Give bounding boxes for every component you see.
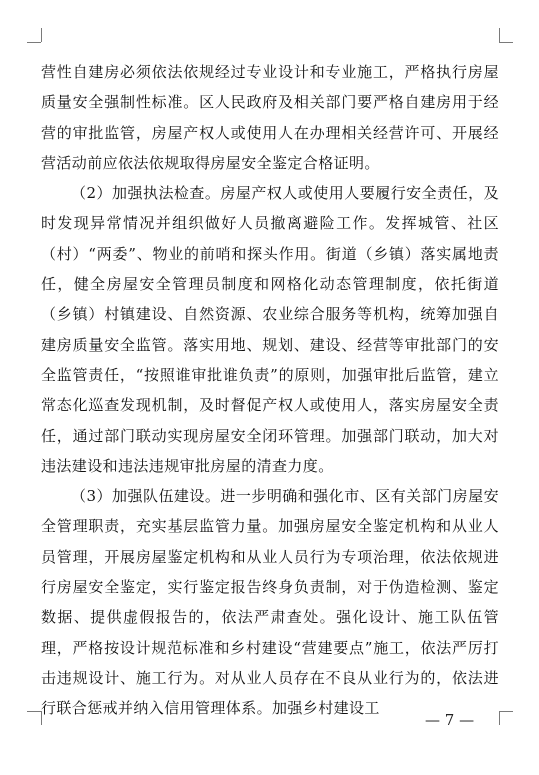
crop-mark-bottom-left-h	[27, 711, 41, 712]
paragraph-team-building: （3）加强队伍建设。进一步明确和强化市、区有关部门房屋安全管理职责，充实基层监管力量。加强房屋安全鉴定机构和从业人员管理，开展房屋鉴定机构和从业人员行为专项治理，依法依规进行房屋安全鉴定，实行鉴定报告终身负责制，对于伪造检测、鉴定数据、提供虚假报告的，依法严肃查处。强化设计、施工队伍管理，严格按设计规范标准和乡村建设“营建要点”施工，依法严厉打击违规设计、施工行为。对从业人员存在不良从业行为的，依法进行联合惩戒并纳入信用管理体系。加强乡村建设工	[41, 487, 499, 718]
paragraph-continued: 营性自建房必须依法依规经过专业设计和专业施工，严格执行房屋质量安全强制性标准。区人民政府及相关部门要严格自建房用于经营的审批监管，房屋产权人或使用人在办理相关经营许可、开展经营活动前应依法依规取得房屋安全鉴定合格证明。	[41, 63, 499, 172]
crop-mark-top-left-h	[27, 42, 41, 43]
document-body	[41, 57, 499, 724]
paragraph-enforcement-inspection: （2）加强执法检查。房屋产权人或使用人要履行安全责任，及时发现异常情况并组织做好人员撤离避险工作。发挥城管、社区（村）“两委”、物业的前哨和探头作用。街道（乡镇）落实属地责任，健全房屋安全管理员制度和网格化动态管理制度，依托街道（乡镇）村镇建设、自然资源、农业综合服务等机构，统筹加强自建房质量安全监管。落实用地、规划、建设、经营等审批部门的安全监管责任，“按照谁审批谁负责”的原则，加强审批后监管，建立常态化巡查发现机制，及时督促产权人或使用人，落实房屋安全责任，通过部门联动实现房屋安全闭环管理。加强部门联动，加大对违法建设和违法违规审批房屋的清查力度。	[41, 184, 499, 475]
crop-mark-top-right-v	[499, 28, 500, 42]
page-number: — 7 —	[425, 711, 475, 729]
crop-mark-top-right-h	[499, 42, 513, 43]
crop-mark-top-left-v	[41, 28, 42, 42]
